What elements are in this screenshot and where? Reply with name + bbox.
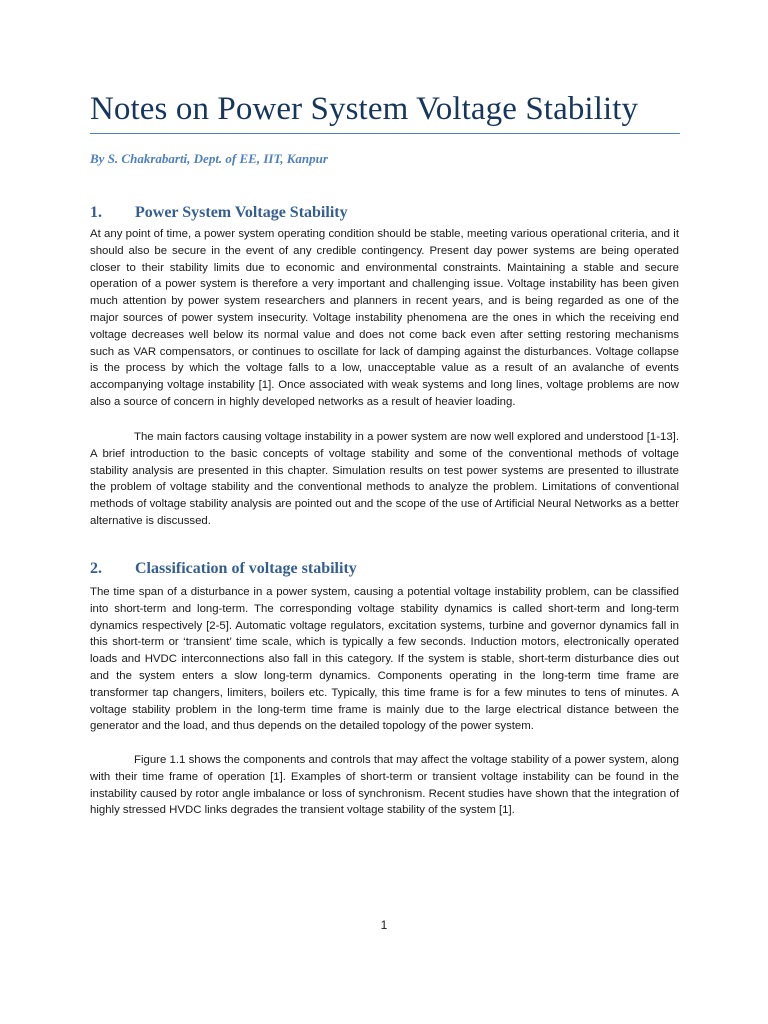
section-2-title: Classification of voltage stability bbox=[135, 560, 357, 577]
section-2-paragraph-1: The time span of a disturbance in a power system, causing a potential voltage instability problem, can be classified into short-term and long-term. The corresponding voltage stability dynamics is called short-term and long-term dynamics respectively [2-5]. Automatic voltage regulators, excitation systems, turbine and governor dynamics fall in this short-term or ‘transient’ time scale, which is typically a few seconds. Induction motors, electronically operated loads and HVDC interconnections also fall in this category. If the system is stable, short-term disturbance dies out and the system enters a slow long-term dynamics. Components operating in the long-term time frame are transformer tap changers, limiters, boilers etc. Typically, this time frame is for a few minutes to tens of minutes. A voltage stability problem in the long-term time frame is mainly due to the large electrical distance between the generator and the load, and thus depends on the detailed topology of the power system. bbox=[90, 586, 679, 733]
author-byline: By S. Chakrabarti, Dept. of EE, IIT, Kanpur bbox=[90, 151, 328, 166]
section-1-heading bbox=[90, 202, 348, 224]
title-underline bbox=[90, 133, 680, 134]
page-title: Notes on Power System Voltage Stability bbox=[90, 91, 639, 127]
section-2-number: 2. bbox=[90, 560, 102, 577]
section-1-paragraph-2: The main factors causing voltage instability in a power system are now well explored and understood [1-13]. A brief introduction to the basic concepts of voltage stability and some of the conventional methods of voltage stability analysis are presented in this chapter. Simulation results on test power systems are presented to illustrate the problem of voltage stability and the conventional methods to analyze the problem. Limitations of conventional methods of voltage stability analysis are pointed out and the scope of the use of Artificial Neural Networks as a better alternative is discussed. bbox=[90, 431, 679, 527]
section-2-paragraph-2: Figure 1.1 shows the components and controls that may affect the voltage stability of a power system, along with their time frame of operation [1]. Examples of short-term or transient voltage instability can be found in the instability caused by rotor angle imbalance or loss of synchronism. Recent studies have shown that the integration of highly stressed HVDC links degrades the transient voltage stability of the system [1]. bbox=[90, 754, 679, 817]
section-1-title: Power System Voltage Stability bbox=[135, 204, 348, 221]
section-1-paragraph-1: At any point of time, a power system operating condition should be stable, meeting various operational criteria, and it should also be secure in the event of any credible contingency. Present day power systems are being operated closer to their stability limits due to economic and environmental constraints. Maintaining a stable and secure operation of a power system is therefore a very important and challenging issue. Voltage instability has been given much attention by power system researchers and planners in recent years, and is being regarded as one of the major sources of power system insecurity. Voltage instability phenomena are the ones in which the receiving end voltage decreases well below its normal value and does not come back even after setting restoring mechanisms such as VAR compensators, or continues to oscillate for lack of damping against the disturbances. Voltage collapse is the process by which the voltage falls to a low, unacceptable value as a result of an avalanche of events accompanying voltage instability [1]. Once associated with weak systems and long lines, voltage problems are now also a source of concern in highly developed networks as a result of heavier loading. bbox=[90, 228, 679, 408]
page-number: 1 bbox=[380, 918, 388, 932]
section-1-number: 1. bbox=[90, 204, 102, 221]
section-2-heading bbox=[90, 558, 357, 580]
